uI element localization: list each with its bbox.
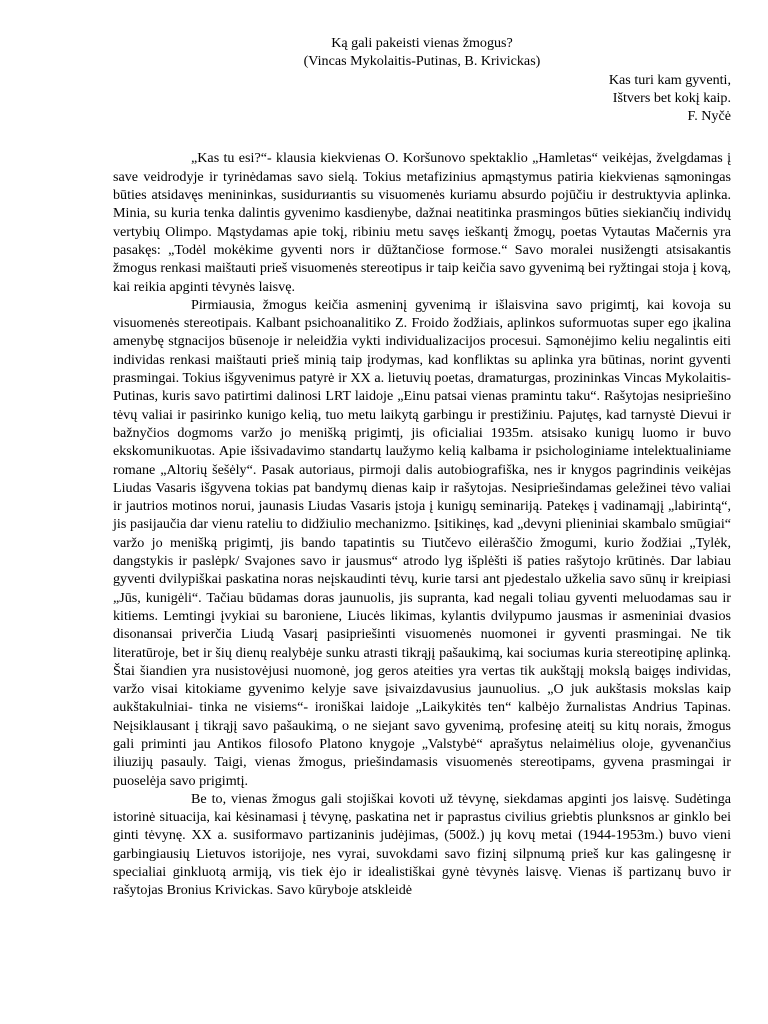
paragraph-argument-1: Pirmiausia, žmogus keičia asmeninį gyvenimą ir išlaisvina savo prigimtį, kai kovoja su visuomenės stereotipais. Kalbant psichoanalitiko Z. Froido žodžiais, aplinkos suformuotas super ego įkalina amenybę stgnacijos būsenoje ir neleidžia vykti individualizacijos procesui. Sąmonėjimo keliu negalintis eiti individas renkasi maištauti prieš minią taip įrodymas, kad konfliktas su aplinka yra būtinas, norint gyventi prasmingai. Tokius išgyvenimus patyrė ir XX a. lietuvių poetas, dramaturgas, prozininkas Vincas Mykolaitis- Putinas, kuris savo patirtimi dalinosi LRT laidoje „Einu patsai vienas pramintu taku“. Rašytojas nesipriešino tėvų valiai ir pasirinko kunigo kelią, tuo metu laikytą garbingu ir prestižiniu. Pajutęs, kad tarnystė Dievui ir bažnyčios dogmoms varžo jo menišką prigimtį, jis oficialiai 1935m. atsisako kunigų luomo ir buvo ekskomunikuotas. Apie išsivadavimo standartų laužymo kelią kalbama ir psichologiniame intelektualiniame romane „Altorių šešėly“. Pasak autoriaus, pirmoji dalis autobiografiška, nes ir knygos pagrindinis veikėjas Liudas Vasaris išgyvena tokias pat bandymų dienas kaip ir rašytojas. Nesipriešindamas geležinei tėvo valiai ir jautrios motinos norui, jaunasis Liudas Vasaris įstoja į kunigų seminariją. Patekęs į vadinamąjį „labirintą“, jis pasijaučia dar vienu rateliu to didžiulio mechanizmo. Įsitikinęs, kad „devyni plieniniai skambalo smūgiai“ varžo jo menišką prigimtį, jis bando tapatintis su Tiutčevo eilėraščio žmogumi, kurio žodžiai „Tylėk, dangstykis ir paslėpk/ Svajones savo ir jausmus“ atrodo lyg išplėšti iš paties rašytojo krūtinės. Dar labiau gyventi dvilypiškai paskatina noras neįskaudinti tėvų, kurie tarsi ant pjedestalo užkelia savo sūnų ir kreipiasi „Jūs, kunigėli“. Tačiau būdamas doras jaunuolis, jis supranta, kad negali toliau gyventi meluodamas sau ir kitiems. Lemtingi įvykiai su baroniene, Liucės likimas, kylantis dvilypumo jausmas ir asmeniniai dvasios disonansai priverčia Liudą Vasarį pasipriešinti visuomenės nuomonei ir gyventi prasmingai. Ne tik literatūroje, bet ir šių dienų realybėje sunku atrasti tikrąjį pašaukimą, kai sociumas kuria stereotipinę aplinką. Štai šiandien yra nusistovėjusi nuomonė, jog geros ateities yra vertas tik aukštąjį mokslą baigęs individas, varžo visai kitokiame gyvenimo kelyje save įsivaizdavusius jaunuolius. „O juk aukštasis mokslas kaip aukštakulniai- tinka ne visiems“- ironiškai laidoje „Laikykitės ten“ kalbėjo žurnalistas Andrius Tapinas. Neįsiklausant į tikrąjį savo pašaukimą, o ne siejant savo gyvenimą, profesinę ateitį su kitų norais, žmogus gali priminti jau Antikos filosofo Platono knygoje „Valstybė“ aprašytus nelaimėlius oloje, gyvenančius iliuzijų pasauly. Taigi, vienas žmogus, priešindamasis visuomenės stereotipams, gyvena prasmingai ir puoselėja savo prigimtį.: [113, 296, 731, 789]
epigraph-line-2: Ištvers bet kokį kaip.: [612, 89, 731, 106]
title-block: [113, 34, 731, 71]
document-authors: (Vincas Mykolaitis-Putinas, B. Krivickas): [303, 53, 541, 70]
paragraph-intro: „Kas tu esi?“- klausia kiekvienas O. Koršunovo spektaklio „Hamletas“ veikėjas, žvelgdamas į save veidrodyje ir tyrinėdamas savo sielą. Tokius metafizinius apmąstymus patiria kiekvienas sąmoningas būties atsidavęs menininkas, susidurиantis su visuomenės kuriamu absurdo pojūčiu ir destruktyvia aplinka. Minia, su kuria tenka dalintis gyvenimo kasdienybe, dažnai neatitinka prasmingos būties siekiančių individų vertybių Olimpo. Mąstydamas apie tokį, ribiniu metu savęs ieškantį žmogų, poetas Vytautas Mačernis yra pasakęs: „Todėl mokėkime gyventi nors ir dūžtančiose formose.“ Savo moralei nusižengti atsisakantis žmogus renkasi maištauti prieš visuomenės stereotipus ir taip keičia savo gyvenimą bei ryžtingai stoja į kovą, kai reikia apginti tėvynės laisvę.: [113, 150, 731, 295]
document-title: Ką gali pakeisti vienas žmogus?: [331, 35, 513, 51]
epigraph-author: F. Nyčė: [687, 108, 731, 125]
paragraph-argument-2: Be to, vienas žmogus gali stojiškai kovoti už tėvynę, siekdamas apginti jos laisvę. Sudėtinga istorinė situacija, kai kėsinamasi į tėvynę, paskatina net ir paprastus civilius griebtis plunksnos ar ginklo bei ginti tėvynę. XX a. susiformavo partizaninis judėjimas, (500ž.) jų kovų metai (1944-1953m.) buvo vieni garbingiausių Lietuvos istorijoje, nes vyrai, suvokdami savo fizinį silpnumą prieš kur kas galingesnę ir specialiai ginkluotą armiją, vis tiek ėjo ir idealistiškai gynė tėvynės laisvę. Vienas iš partizanų buvo ir rašytojas Bronius Krivickas. Savo kūryboje atskleidė: [113, 790, 731, 899]
epigraph: [113, 71, 731, 126]
epigraph-line-1: Kas turi kam gyventi,: [608, 71, 731, 88]
